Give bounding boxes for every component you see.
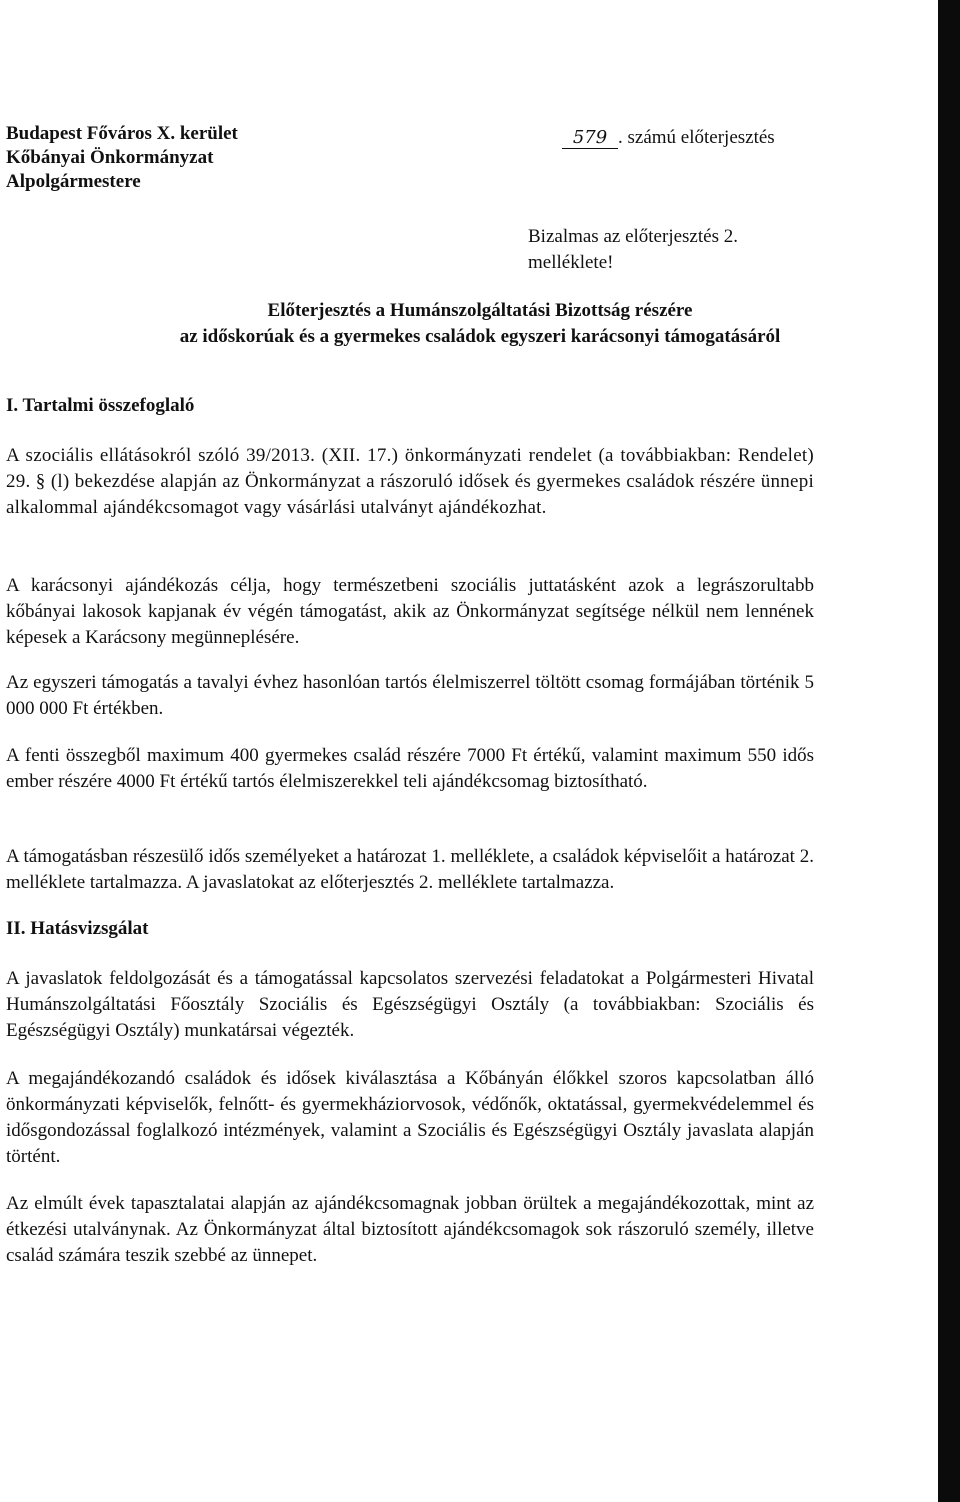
confidential-note: Bizalmas az előterjesztés 2. melléklete! — [528, 226, 738, 273]
sender-block — [6, 122, 238, 194]
paragraph: Az egyszeri támogatás a tavalyi évhez hasonlóan tartós élelmiszerrel töltött csomag formájában történik 5 000 000 Ft értékben. — [6, 672, 814, 719]
document-title — [0, 298, 960, 350]
section-heading-impact: II. Hatásvizsgálat — [6, 918, 149, 939]
paragraph: A karácsonyi ajándékozás célja, hogy természetbeni szociális juttatásként azok a legrászorultabb kőbányai lakosok kapjanak év végén támogatást, akik az Önkormányzat segítsége nélkül nem lennének képesek a Karácsony megünneplésére. — [6, 575, 814, 648]
sender-line: Kőbányai Önkormányzat — [6, 147, 214, 168]
paragraph: A támogatásban részesülő idős személyeket a határozat 1. melléklete, a családok képviselőit a határozat 2. melléklete tartalmazza. A javaslatokat az előterjesztés 2. melléklete tartalmazza. — [6, 846, 814, 893]
sender-line: Budapest Főváros X. kerület — [6, 123, 238, 144]
paragraph: A fenti összegből maximum 400 gyermekes család részére 7000 Ft értékű, valamint maximum 550 idős ember részére 4000 Ft értékű tartós élelmiszerekkel teli ajándékcsomag biztosítható. — [6, 745, 814, 792]
paragraph: A megajándékozandó családok és idősek kiválasztása a Kőbányán élőkkel szoros kapcsolatban álló önkormányzati képviselők, felnőtt- és gyermekháziorvosok, védőnők, oktatással, gyermekvédelemmel és idősgondozással foglalkozó intézmények, valamint a Szociális és Egészségügyi Osztály javaslata alapján történt. — [6, 1068, 814, 1167]
title-line: Előterjesztés a Humánszolgáltatási Bizottság részére — [267, 300, 693, 321]
reference-line — [562, 126, 775, 150]
reference-number: 579 — [562, 128, 618, 149]
paragraph: A javaslatok feldolgozását és a támogatással kapcsolatos szervezési feladatokat a Polgármesteri Hivatal Humánszolgáltatási Főosztály Szociális és Egészségügyi Osztály (a továbbiakban: Szociális és Egészségügyi Osztály) munkatársai végezték. — [6, 968, 814, 1041]
reference-suffix: . számú előterjesztés — [618, 127, 775, 148]
section-heading-summary: I. Tartalmi összefoglaló — [6, 395, 195, 416]
sender-line: Alpolgármestere — [6, 171, 141, 192]
paragraph: Az elmúlt évek tapasztalatai alapján az ajándékcsomagnak jobban örültek a megajándékozottak, mint az étkezési utalványnak. Az Önkormányzat által biztosított ajándékcsomagok sok rászoruló személy, illetve család számára teszik szebbé az ünnepet. — [6, 1193, 814, 1266]
scan-edge-bar — [938, 0, 960, 1502]
paragraph: A szociális ellátásokról szóló 39/2013. (XII. 17.) önkormányzati rendelet (a továbbiakban: Rendelet) 29. § (l) bekezdése alapján az Önkormányzat a rászoruló idősek és gyermekes családok részére ünnepi alkalommal ajándékcsomagot vagy vásárlási utalványt ajándékozhat. — [6, 445, 814, 518]
title-line: az időskorúak és a gyermekes családok egyszeri karácsonyi támogatásáról — [179, 326, 781, 347]
